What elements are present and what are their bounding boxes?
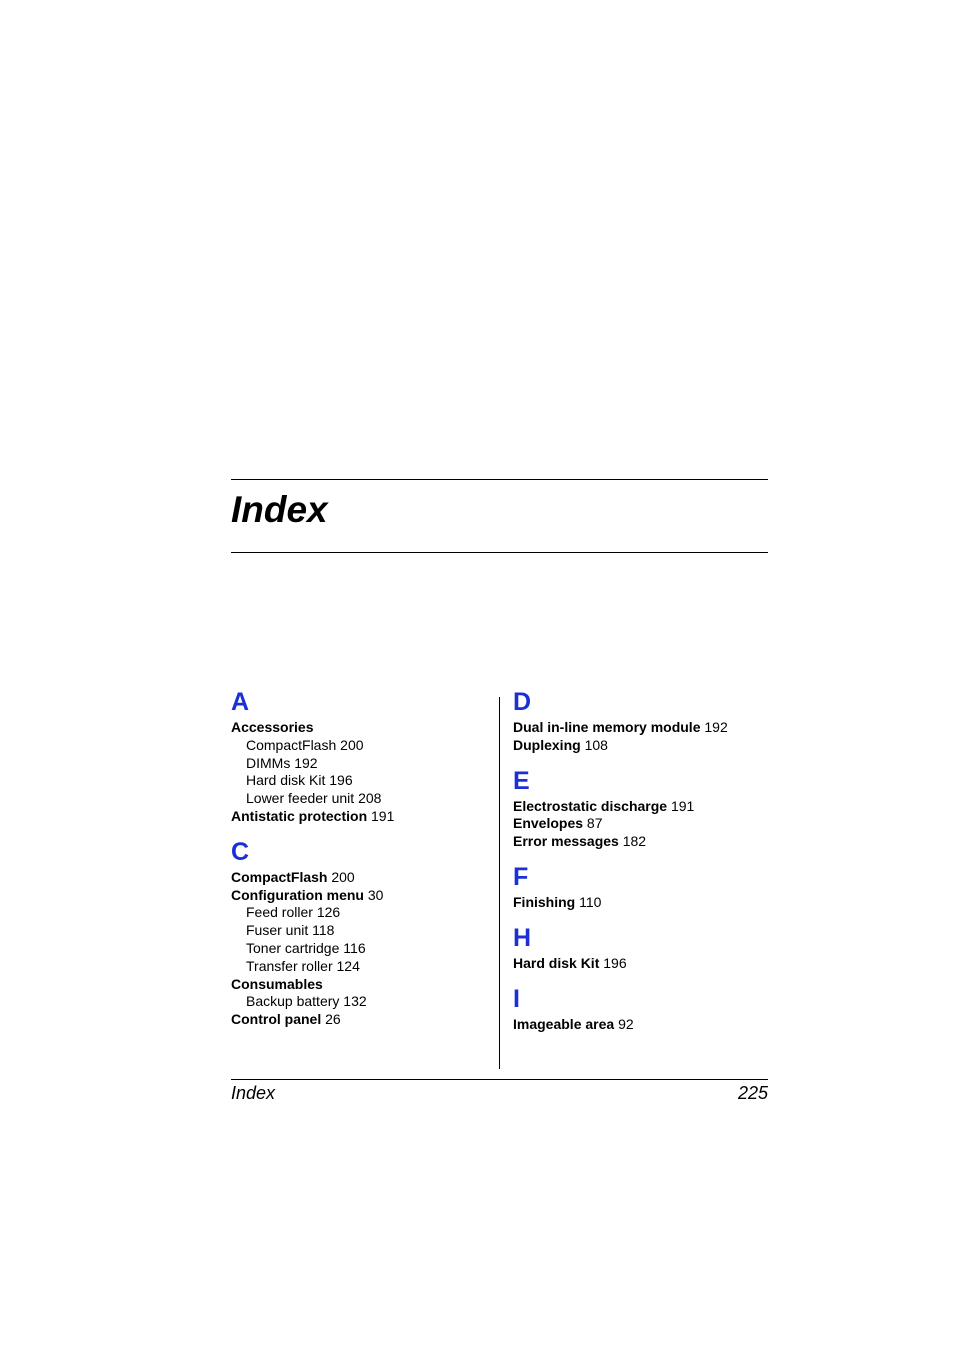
index-entry [231, 1011, 481, 1029]
entry-page-number: 192 [704, 719, 728, 735]
entry-term: Lower feeder unit [246, 790, 355, 807]
entry-page-number: 191 [670, 797, 695, 814]
entry-page-number: 26 [325, 1011, 341, 1028]
index-entry [231, 869, 481, 887]
section-letter: I [513, 984, 520, 1013]
column-divider [499, 697, 500, 1069]
footer-label: Index [231, 1083, 276, 1103]
entry-page-number: 110 [579, 893, 602, 910]
entry-term: Imageable area [513, 1015, 615, 1032]
index-entry [513, 719, 768, 737]
index-entry [231, 808, 481, 826]
entry-term: Duplexing [513, 736, 581, 753]
entry-page-number: 108 [584, 736, 608, 753]
index-subentry [231, 755, 481, 773]
entry-page-number: 124 [336, 957, 360, 974]
entry-term: CompactFlash [246, 736, 337, 753]
entry-page-number: 132 [343, 993, 367, 1010]
title-top-rule [231, 479, 768, 480]
entry-page-number: 92 [618, 1015, 634, 1032]
index-subentry [231, 940, 481, 958]
index-entry [513, 1016, 768, 1034]
section-letter: A [231, 688, 250, 716]
entry-term: Hard disk Kit [246, 772, 326, 789]
index-entry [513, 955, 768, 973]
index-subentry [231, 993, 481, 1011]
index-entry [513, 833, 768, 851]
index-subentry [231, 958, 481, 976]
entry-term: Backup battery [246, 993, 340, 1010]
entry-term: Configuration menu [231, 886, 364, 903]
entry-page-number: 208 [358, 790, 382, 807]
entry-term: Fuser unit [246, 922, 309, 939]
entry-term: Feed roller [246, 904, 313, 921]
title-bottom-rule [231, 552, 768, 553]
section-letter: C [231, 837, 250, 866]
entry-page-number: 192 [294, 754, 318, 771]
entry-term: Accessories [231, 719, 314, 735]
index-entry [513, 798, 768, 816]
index-entry [513, 815, 768, 833]
footer-rule [231, 1079, 768, 1080]
entry-page-number: 191 [371, 807, 395, 824]
entry-term: Envelopes [513, 815, 584, 832]
index-section-e [513, 767, 768, 851]
index-entry [513, 894, 768, 912]
index-subentry [231, 790, 481, 808]
entry-page-number: 196 [329, 772, 353, 789]
entry-page-number: 116 [343, 939, 366, 956]
entry-term: DIMMs [246, 754, 291, 771]
entry-page-number: 118 [312, 922, 335, 939]
index-entry [231, 976, 481, 994]
page-title: Index [231, 489, 328, 530]
index-section-c [231, 838, 481, 1029]
entry-term: Control panel [231, 1011, 322, 1028]
entry-term: Antistatic protection [231, 807, 368, 824]
page-number: 225 [737, 1083, 768, 1103]
index-column-right [513, 688, 768, 1033]
index-subentry [231, 737, 481, 755]
entry-page-number: 196 [603, 954, 627, 971]
entry-page-number: 182 [622, 833, 647, 850]
entry-term: Consumables [231, 975, 323, 992]
entry-term: Error messages [513, 833, 619, 850]
entry-page-number: 200 [340, 736, 364, 753]
index-section-a [231, 688, 481, 826]
index-entry [231, 719, 481, 737]
section-letter: D [513, 688, 532, 716]
entry-term: Finishing [513, 893, 576, 910]
section-letter: F [513, 862, 529, 891]
entry-page-number: 126 [316, 904, 341, 921]
index-section-f [513, 863, 768, 912]
index-subentry [231, 904, 481, 922]
index-section-h [513, 924, 768, 973]
entry-page-number: 200 [331, 868, 355, 885]
entry-term: Dual in-line memory module [513, 719, 701, 735]
index-entry [513, 737, 768, 755]
index-entry [231, 887, 481, 905]
index-section-i [513, 985, 768, 1034]
section-letter: H [513, 923, 532, 952]
index-subentry [231, 922, 481, 940]
section-letter: E [513, 766, 530, 795]
entry-page-number: 30 [367, 886, 384, 903]
index-section-d [513, 688, 768, 755]
entry-term: Transfer roller [246, 957, 333, 974]
entry-term: Toner cartridge [246, 939, 340, 956]
entry-term: CompactFlash [231, 868, 328, 885]
index-column-left [231, 688, 481, 1029]
entry-page-number: 87 [586, 815, 603, 832]
index-subentry [231, 772, 481, 790]
entry-term: Hard disk Kit [513, 954, 600, 971]
entry-term: Electrostatic discharge [513, 797, 668, 814]
